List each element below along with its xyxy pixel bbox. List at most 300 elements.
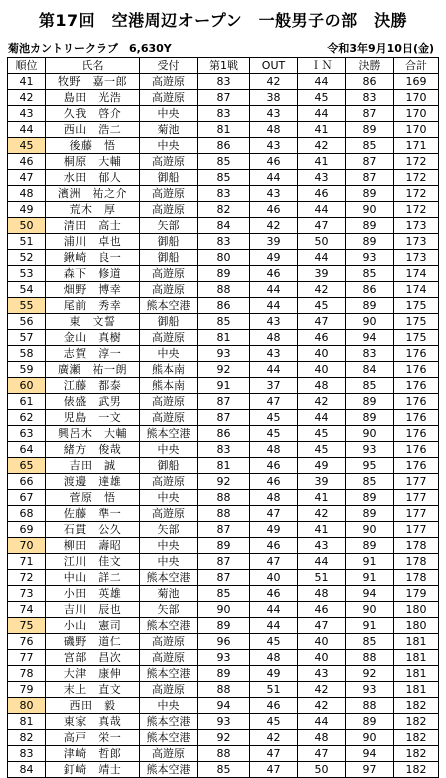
player-name-cell: 西山 浩二 xyxy=(46,122,140,138)
player-name-cell: 大津 康伸 xyxy=(46,666,140,682)
player-name-cell: 濱洲 祐之介 xyxy=(46,186,140,202)
in-score-cell: 45 xyxy=(298,426,346,442)
player-name-cell: 荒木 厚 xyxy=(46,202,140,218)
player-name-cell: 水田 郁人 xyxy=(46,170,140,186)
total-score-cell: 171 xyxy=(394,138,439,154)
player-name-cell: 島田 光浩 xyxy=(46,90,140,106)
out-score-cell: 48 xyxy=(250,442,298,458)
player-name-cell: 釘崎 靖士 xyxy=(46,762,140,778)
rank-cell: 66 xyxy=(8,474,46,490)
total-score-cell: 179 xyxy=(394,586,439,602)
event-date: 令和3年9月10日(金) xyxy=(327,42,434,55)
out-score-cell: 48 xyxy=(250,122,298,138)
player-name-cell: 磯野 道仁 xyxy=(46,634,140,650)
rank-cell: 62 xyxy=(8,410,46,426)
club-cell: 中央 xyxy=(140,106,198,122)
final-score-cell: 84 xyxy=(346,362,394,378)
total-score-cell: 177 xyxy=(394,522,439,538)
player-name-cell: 浦川 卓也 xyxy=(46,234,140,250)
in-score-cell: 43 xyxy=(298,538,346,554)
rank-cell: 61 xyxy=(8,394,46,410)
player-name-cell: 末上 直文 xyxy=(46,682,140,698)
round1-score-cell: 88 xyxy=(198,746,250,762)
player-name-cell: 鍬崎 良一 xyxy=(46,250,140,266)
table-row xyxy=(8,202,439,218)
in-score-cell: 46 xyxy=(298,602,346,618)
club-cell: 高遊原 xyxy=(140,474,198,490)
final-score-cell: 85 xyxy=(346,138,394,154)
in-score-cell: 46 xyxy=(298,330,346,346)
player-name-cell: 宮部 昌次 xyxy=(46,650,140,666)
table-row xyxy=(8,90,439,106)
round1-score-cell: 85 xyxy=(198,586,250,602)
total-score-cell: 173 xyxy=(394,218,439,234)
out-score-cell: 45 xyxy=(250,426,298,442)
in-score-cell: 45 xyxy=(298,90,346,106)
club-cell: 御船 xyxy=(140,458,198,474)
final-score-cell: 83 xyxy=(346,346,394,362)
in-score-cell: 40 xyxy=(298,634,346,650)
final-score-cell: 90 xyxy=(346,426,394,442)
club-cell: 高遊原 xyxy=(140,90,198,106)
in-score-cell: 39 xyxy=(298,266,346,282)
rank-cell: 76 xyxy=(8,634,46,650)
player-name-cell: 石貫 公久 xyxy=(46,522,140,538)
out-score-cell: 48 xyxy=(250,650,298,666)
rank-cell: 48 xyxy=(8,186,46,202)
rank-cell: 54 xyxy=(8,282,46,298)
club-cell: 高遊原 xyxy=(140,682,198,698)
club-cell: 熊本南 xyxy=(140,362,198,378)
player-name-cell: 吉川 辰也 xyxy=(46,602,140,618)
out-score-cell: 43 xyxy=(250,138,298,154)
final-score-cell: 89 xyxy=(346,490,394,506)
table-row xyxy=(8,106,439,122)
round1-score-cell: 80 xyxy=(198,250,250,266)
in-score-cell: 44 xyxy=(298,714,346,730)
club-cell: 御船 xyxy=(140,170,198,186)
out-score-cell: 48 xyxy=(250,330,298,346)
in-score-cell: 40 xyxy=(298,650,346,666)
final-score-cell: 89 xyxy=(346,234,394,250)
table-row xyxy=(8,218,439,234)
player-name-cell: 江藤 都泰 xyxy=(46,378,140,394)
player-name-cell: 畑野 博幸 xyxy=(46,282,140,298)
round1-score-cell: 92 xyxy=(198,474,250,490)
player-name-cell: 佐藤 準一 xyxy=(46,506,140,522)
player-name-cell: 菅原 悟 xyxy=(46,490,140,506)
club-cell: 高遊原 xyxy=(140,202,198,218)
rank-cell: 43 xyxy=(8,106,46,122)
out-score-cell: 40 xyxy=(250,570,298,586)
table-row xyxy=(8,250,439,266)
rank-cell: 65 xyxy=(8,458,46,474)
table-row xyxy=(8,298,439,314)
out-score-cell: 47 xyxy=(250,506,298,522)
in-score-cell: 49 xyxy=(298,458,346,474)
rank-cell: 79 xyxy=(8,682,46,698)
total-score-cell: 176 xyxy=(394,410,439,426)
rank-cell: 71 xyxy=(8,554,46,570)
table-row xyxy=(8,538,439,554)
total-score-cell: 182 xyxy=(394,698,439,714)
results-body xyxy=(8,74,439,778)
final-score-cell: 87 xyxy=(346,170,394,186)
final-score-cell: 97 xyxy=(346,762,394,778)
club-cell: 菊池 xyxy=(140,122,198,138)
table-row xyxy=(8,730,439,746)
final-score-cell: 85 xyxy=(346,474,394,490)
out-score-cell: 46 xyxy=(250,474,298,490)
final-score-cell: 89 xyxy=(346,410,394,426)
table-row xyxy=(8,426,439,442)
round1-score-cell: 89 xyxy=(198,618,250,634)
table-row xyxy=(8,458,439,474)
round1-score-cell: 93 xyxy=(198,714,250,730)
round1-score-cell: 88 xyxy=(198,490,250,506)
table-row xyxy=(8,634,439,650)
column-header-club: 受付 xyxy=(140,58,198,74)
final-score-cell: 90 xyxy=(346,202,394,218)
club-cell: 菊池 xyxy=(140,586,198,602)
total-score-cell: 176 xyxy=(394,394,439,410)
table-row xyxy=(8,522,439,538)
final-score-cell: 87 xyxy=(346,154,394,170)
column-header-out: OUT xyxy=(250,58,298,74)
total-score-cell: 176 xyxy=(394,362,439,378)
rank-cell: 49 xyxy=(8,202,46,218)
total-score-cell: 170 xyxy=(394,122,439,138)
total-score-cell: 169 xyxy=(394,74,439,90)
round1-score-cell: 81 xyxy=(198,458,250,474)
in-score-cell: 48 xyxy=(298,378,346,394)
player-name-cell: 牧野 嘉一郎 xyxy=(46,74,140,90)
club-cell: 高遊原 xyxy=(140,74,198,90)
total-score-cell: 182 xyxy=(394,730,439,746)
round1-score-cell: 89 xyxy=(198,666,250,682)
player-name-cell: 小田 英雄 xyxy=(46,586,140,602)
out-score-cell: 42 xyxy=(250,74,298,90)
final-score-cell: 85 xyxy=(346,266,394,282)
total-score-cell: 182 xyxy=(394,746,439,762)
rank-cell: 44 xyxy=(8,122,46,138)
total-score-cell: 178 xyxy=(394,570,439,586)
final-score-cell: 90 xyxy=(346,522,394,538)
out-score-cell: 47 xyxy=(250,394,298,410)
final-score-cell: 94 xyxy=(346,746,394,762)
out-score-cell: 49 xyxy=(250,522,298,538)
round1-score-cell: 81 xyxy=(198,330,250,346)
table-row xyxy=(8,346,439,362)
club-cell: 高遊原 xyxy=(140,746,198,762)
table-row xyxy=(8,234,439,250)
final-score-cell: 90 xyxy=(346,730,394,746)
player-name-cell: 桐原 大輔 xyxy=(46,154,140,170)
table-header-row xyxy=(8,58,439,74)
round1-score-cell: 89 xyxy=(198,266,250,282)
in-score-cell: 41 xyxy=(298,490,346,506)
round1-score-cell: 92 xyxy=(198,362,250,378)
table-row xyxy=(8,314,439,330)
out-score-cell: 45 xyxy=(250,714,298,730)
player-name-cell: 俵盛 武男 xyxy=(46,394,140,410)
in-score-cell: 44 xyxy=(298,106,346,122)
final-score-cell: 89 xyxy=(346,122,394,138)
table-row xyxy=(8,330,439,346)
table-row xyxy=(8,666,439,682)
in-score-cell: 42 xyxy=(298,698,346,714)
rank-cell: 56 xyxy=(8,314,46,330)
club-cell: 高遊原 xyxy=(140,410,198,426)
club-cell: 熊本空港 xyxy=(140,730,198,746)
final-score-cell: 91 xyxy=(346,570,394,586)
table-row xyxy=(8,586,439,602)
round1-score-cell: 93 xyxy=(198,346,250,362)
column-header-total: 合計 xyxy=(394,58,439,74)
rank-cell: 84 xyxy=(8,762,46,778)
in-score-cell: 43 xyxy=(298,170,346,186)
round1-score-cell: 91 xyxy=(198,378,250,394)
in-score-cell: 45 xyxy=(298,298,346,314)
total-score-cell: 182 xyxy=(394,714,439,730)
final-score-cell: 89 xyxy=(346,506,394,522)
club-cell: 高遊原 xyxy=(140,506,198,522)
out-score-cell: 46 xyxy=(250,202,298,218)
rank-cell: 53 xyxy=(8,266,46,282)
round1-score-cell: 87 xyxy=(198,570,250,586)
player-name-cell: 森下 修道 xyxy=(46,266,140,282)
player-name-cell: 渡邊 達雄 xyxy=(46,474,140,490)
rank-cell: 46 xyxy=(8,154,46,170)
club-cell: 矢部 xyxy=(140,218,198,234)
final-score-cell: 94 xyxy=(346,330,394,346)
total-score-cell: 174 xyxy=(394,266,439,282)
total-score-cell: 177 xyxy=(394,506,439,522)
total-score-cell: 180 xyxy=(394,602,439,618)
round1-score-cell: 86 xyxy=(198,138,250,154)
rank-cell: 47 xyxy=(8,170,46,186)
in-score-cell: 47 xyxy=(298,314,346,330)
club-cell: 御船 xyxy=(140,250,198,266)
round1-score-cell: 88 xyxy=(198,682,250,698)
in-score-cell: 42 xyxy=(298,394,346,410)
rank-cell: 50 xyxy=(8,218,46,234)
table-row xyxy=(8,186,439,202)
club-cell: 御船 xyxy=(140,314,198,330)
out-score-cell: 42 xyxy=(250,730,298,746)
player-name-cell: 柳田 壽昭 xyxy=(46,538,140,554)
rank-cell: 58 xyxy=(8,346,46,362)
out-score-cell: 46 xyxy=(250,538,298,554)
table-row xyxy=(8,698,439,714)
round1-score-cell: 87 xyxy=(198,522,250,538)
club-cell: 高遊原 xyxy=(140,634,198,650)
player-name-cell: 廣瀬 祐一朗 xyxy=(46,362,140,378)
in-score-cell: 41 xyxy=(298,522,346,538)
round1-score-cell: 90 xyxy=(198,602,250,618)
out-score-cell: 46 xyxy=(250,698,298,714)
player-name-cell: 緒方 俊哉 xyxy=(46,442,140,458)
player-name-cell: 興呂木 大輔 xyxy=(46,426,140,442)
rank-cell: 64 xyxy=(8,442,46,458)
player-name-cell: 清田 高士 xyxy=(46,218,140,234)
total-score-cell: 181 xyxy=(394,682,439,698)
rank-cell: 81 xyxy=(8,714,46,730)
column-header-final: 決勝 xyxy=(346,58,394,74)
in-score-cell: 46 xyxy=(298,186,346,202)
player-name-cell: 津崎 哲郎 xyxy=(46,746,140,762)
in-score-cell: 50 xyxy=(298,762,346,778)
table-row xyxy=(8,138,439,154)
in-score-cell: 40 xyxy=(298,346,346,362)
club-cell: 熊本空港 xyxy=(140,298,198,314)
out-score-cell: 43 xyxy=(250,314,298,330)
rank-cell: 60 xyxy=(8,378,46,394)
player-name-cell: 尾前 秀幸 xyxy=(46,298,140,314)
final-score-cell: 86 xyxy=(346,74,394,90)
in-score-cell: 41 xyxy=(298,154,346,170)
final-score-cell: 92 xyxy=(346,666,394,682)
column-header-in: ＩＮ xyxy=(298,58,346,74)
player-name-cell: 後藤 悟 xyxy=(46,138,140,154)
out-score-cell: 45 xyxy=(250,410,298,426)
final-score-cell: 93 xyxy=(346,442,394,458)
final-score-cell: 90 xyxy=(346,602,394,618)
final-score-cell: 85 xyxy=(346,378,394,394)
final-score-cell: 89 xyxy=(346,714,394,730)
total-score-cell: 172 xyxy=(394,202,439,218)
out-score-cell: 48 xyxy=(250,490,298,506)
table-row xyxy=(8,154,439,170)
out-score-cell: 44 xyxy=(250,282,298,298)
rank-cell: 51 xyxy=(8,234,46,250)
out-score-cell: 44 xyxy=(250,362,298,378)
round1-score-cell: 85 xyxy=(198,314,250,330)
rank-cell: 42 xyxy=(8,90,46,106)
out-score-cell: 46 xyxy=(250,586,298,602)
out-score-cell: 46 xyxy=(250,154,298,170)
in-score-cell: 44 xyxy=(298,410,346,426)
rank-cell: 57 xyxy=(8,330,46,346)
out-score-cell: 44 xyxy=(250,298,298,314)
club-cell: 中央 xyxy=(140,346,198,362)
table-row xyxy=(8,746,439,762)
column-header-rank: 順位 xyxy=(8,58,46,74)
table-row xyxy=(8,762,439,778)
table-row xyxy=(8,122,439,138)
column-header-round1: 第1戦 xyxy=(198,58,250,74)
in-score-cell: 42 xyxy=(298,506,346,522)
out-score-cell: 42 xyxy=(250,218,298,234)
final-score-cell: 90 xyxy=(346,314,394,330)
round1-score-cell: 83 xyxy=(198,74,250,90)
club-cell: 矢部 xyxy=(140,522,198,538)
rank-cell: 74 xyxy=(8,602,46,618)
table-row xyxy=(8,282,439,298)
club-cell: 高遊原 xyxy=(140,650,198,666)
rank-cell: 52 xyxy=(8,250,46,266)
rank-cell: 82 xyxy=(8,730,46,746)
round1-score-cell: 86 xyxy=(198,298,250,314)
club-cell: 中央 xyxy=(140,538,198,554)
round1-score-cell: 83 xyxy=(198,442,250,458)
total-score-cell: 175 xyxy=(394,314,439,330)
player-name-cell: 志賀 淳一 xyxy=(46,346,140,362)
total-score-cell: 175 xyxy=(394,298,439,314)
out-score-cell: 47 xyxy=(250,554,298,570)
player-name-cell: 中山 詳二 xyxy=(46,570,140,586)
round1-score-cell: 82 xyxy=(198,202,250,218)
total-score-cell: 177 xyxy=(394,474,439,490)
table-row xyxy=(8,74,439,90)
club-cell: 中央 xyxy=(140,698,198,714)
round1-score-cell: 94 xyxy=(198,698,250,714)
rank-cell: 83 xyxy=(8,746,46,762)
rank-cell: 55 xyxy=(8,298,46,314)
in-score-cell: 47 xyxy=(298,218,346,234)
rank-cell: 59 xyxy=(8,362,46,378)
out-score-cell: 51 xyxy=(250,682,298,698)
final-score-cell: 87 xyxy=(346,106,394,122)
club-cell: 中央 xyxy=(140,554,198,570)
total-score-cell: 177 xyxy=(394,490,439,506)
total-score-cell: 180 xyxy=(394,618,439,634)
player-name-cell: 東 文誓 xyxy=(46,314,140,330)
final-score-cell: 95 xyxy=(346,458,394,474)
round1-score-cell: 87 xyxy=(198,554,250,570)
out-score-cell: 44 xyxy=(250,618,298,634)
in-score-cell: 42 xyxy=(298,138,346,154)
rank-cell: 68 xyxy=(8,506,46,522)
table-row xyxy=(8,394,439,410)
out-score-cell: 43 xyxy=(250,186,298,202)
table-row xyxy=(8,682,439,698)
table-row xyxy=(8,490,439,506)
in-score-cell: 44 xyxy=(298,554,346,570)
table-row xyxy=(8,506,439,522)
player-name-cell: 小山 憲司 xyxy=(46,618,140,634)
in-score-cell: 45 xyxy=(298,442,346,458)
out-score-cell: 39 xyxy=(250,234,298,250)
total-score-cell: 174 xyxy=(394,282,439,298)
club-cell: 中央 xyxy=(140,138,198,154)
out-score-cell: 46 xyxy=(250,458,298,474)
total-score-cell: 176 xyxy=(394,442,439,458)
club-cell: 矢部 xyxy=(140,602,198,618)
total-score-cell: 176 xyxy=(394,458,439,474)
total-score-cell: 173 xyxy=(394,250,439,266)
club-cell: 熊本空港 xyxy=(140,762,198,778)
out-score-cell: 47 xyxy=(250,746,298,762)
in-score-cell: 42 xyxy=(298,682,346,698)
rank-cell: 73 xyxy=(8,586,46,602)
round1-score-cell: 87 xyxy=(198,90,250,106)
total-score-cell: 170 xyxy=(394,90,439,106)
round1-score-cell: 87 xyxy=(198,394,250,410)
club-cell: 熊本空港 xyxy=(140,570,198,586)
total-score-cell: 176 xyxy=(394,378,439,394)
in-score-cell: 44 xyxy=(298,74,346,90)
club-cell: 熊本空港 xyxy=(140,426,198,442)
in-score-cell: 44 xyxy=(298,250,346,266)
in-score-cell: 43 xyxy=(298,666,346,682)
page-title: 第17回 空港周辺オープン 一般男子の部 決勝 xyxy=(38,11,408,30)
in-score-cell: 44 xyxy=(298,202,346,218)
out-score-cell: 44 xyxy=(250,170,298,186)
total-score-cell: 178 xyxy=(394,554,439,570)
rank-cell: 69 xyxy=(8,522,46,538)
in-score-cell: 48 xyxy=(298,730,346,746)
